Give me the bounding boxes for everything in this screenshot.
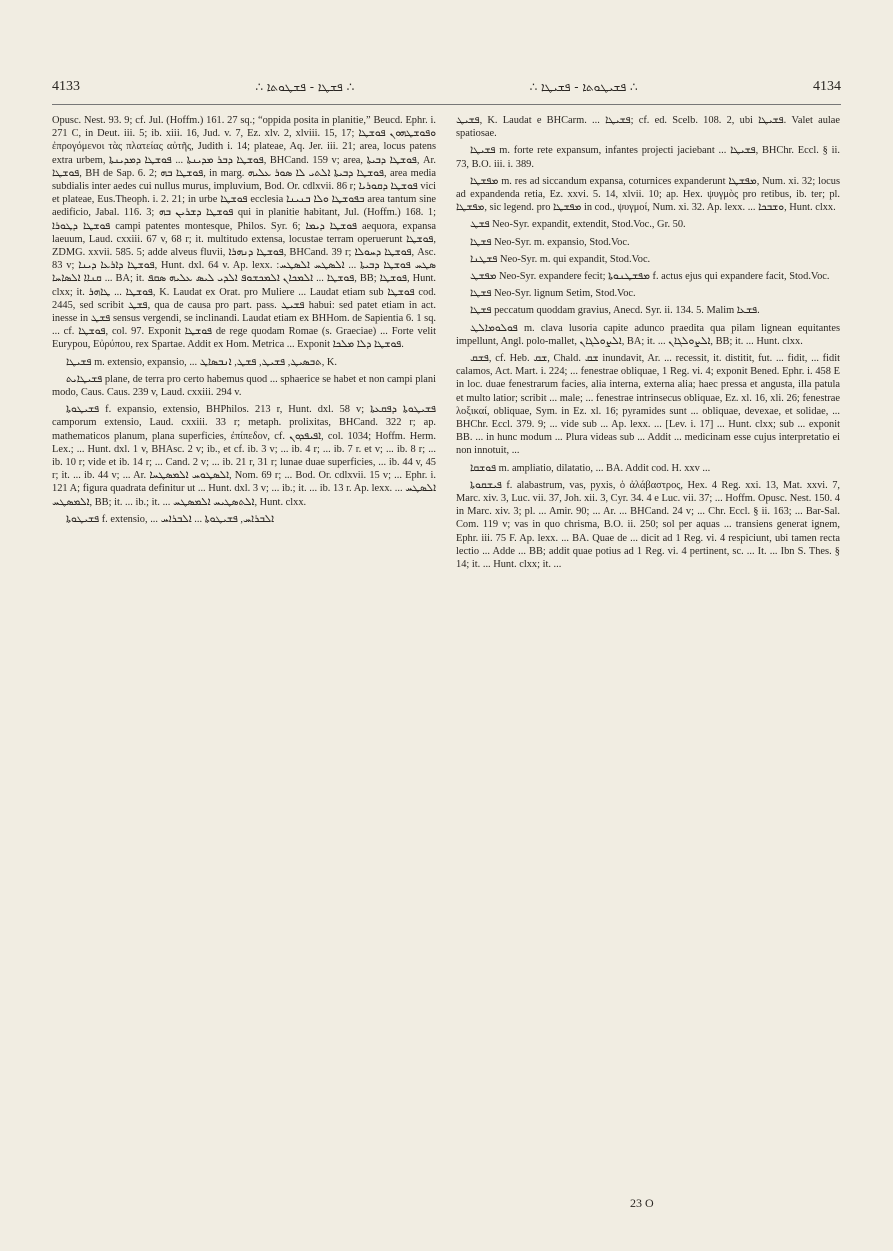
entry-paragraph: ܦܫܝܛܐܝܬ plane, de terra pro certo habemus quod ... sphaerice se habet et non campi plani modo, Caus. Caus. 239 v, Laud. cxxiii. 294 v. (52, 373, 436, 399)
entry-paragraph: ܦܫܝܛ, K. Laudat e BHCarm. ... ܦܫܝܛܐ; cf. ed. Scelb. 108. 2, ubi ܦܫܝܛܐ. Valet aulae spatiosae. (456, 115, 840, 140)
entry-paragraph: ܡܦܫܛ Neo-Syr. expandere fecit; ܡܦܫܛܢܘܬܐ f. actus ejus qui expandere facit, Stod.Voc. (470, 271, 830, 283)
signature-mark: 23 O (630, 1196, 654, 1210)
entry-paragraph: ܦܫܝܛܐ m. extensio, expansio, ... ܬܒܣܝܛ, ܦܫܝܛ, ܦܫܛ, ܐܢܒܣܐܛ, K. (66, 356, 338, 368)
entry-paragraph: Opusc. Nest. 93. 9; cf. Jul. (Hoffm.) 161. 27 sq.; “oppida posita in planitie,” Beucd. Ephr. i. 271 C, in Deut. iii. 5; ib. xiii. 16, Jud. v. 7, Ez. xlv. 2, xlviii. 15, 17; ܘܦܘܫܛܗܘܢ ܦܘܫܛܐ ἐπρογόμενοι τὰς πλατείας αὐτῆς, Judith i. 14; plateae, Aq. Jer. iii. 21; area, locus patens extra urbem, ܦܘܫܛܐ ܕܒܪ ܡܕܝܢܬܐ ... ܦܘܫܛܐ ܕܡܕܝܢܬܐ, BHCand. 159 v; area, ܦܘܫܛܐ ܕܒܝܬܐ, Ar. ܦܘܫܛܐ, BH de Sap. 6. 2; ܦܘܫܛܐ ܒܗ, in marg. ܦܘܫܛܐ ܕܒܝܬܐ ܐܠܬܝ ܠܐ ܣܘܪ ܥܠܝܗ, area media subdialis inter aedes cui nullus murus, impluvium, Bod. Or. cdlxvii. 86 r; ܦܘܫܛܐ ܕܩܘܪܝܐ vici et plateae, Eus.Theoph. i. 2. 21; in urbe ܦܘܫܛܐ ecclesia ܒܦܘܫܛܐ ܘܠܐ ܒܢܝܢܐ area tantum sine aedificio, Jabal. 116. 3; ܦܘܫܛܐ ܕܫܪܝܢ ܒܗ qui in planitie habitant, Jul. (Hoffm.) 168. 1; ܦܘܫܛܐ ܕܛܘܪܐ campi patentes montesque, Philos. Syr. 6; ܦܘܫܛܐ ܕܝܡܐ aequora, expansa laeuum, Laud. cxxiii. 67 v, 68 r; it. multitudo extensa, locustae terram operuerunt ܦܘܫܛܐ, ZDMG. xxvii. 585. 5; adde alveus fluvii, ܦܘܫܛܐ ܕܢܗܪܐ, BHCand. 39 r; ܦܘܫܛܐ ܕܚܘܠܐ, Asc. 83 v; ܦܘܫܛܐ ܕܐܪܥܐ ܕܝܢܐ, Hunt. dxl. 64 v. Ap. lexx. ܣܛܚ ܦܘܫܛܐ ܕܒܝܬܐ ... ܐܠܣܛܚ ܐܠܣܛܚ: ܩܢܐܐ ܐܠܣܐܚܐ ... BA; it. ܦܘܫܛܐ ... ܐܠܡܟܐܢ ܐܠܡܟܫܘܦ ܐܠܕܝ ܠܝܣ ܥܠܝܗ ܣܩܦ, BB; ܦܘܫܛܐ, Hunt. clxx; it. ܦܘܫܛܐ ... ܛܐܗܪ, K. Laudat ex Orat. pro Muliere ... Laudat etiam sub ܦܘܫܛܐ cod. 2445, sed scribit ܦܫܛ, qua de causa pro part. pass. ܦܫܝܛ habui: sed patet etiam in act. inesse in ܦܫܛ sensus vergendi, se inclinandi. Laudat etiam ex BHHom. de Sapientia 6. 1 sq. ... cf. ܦܘܫܛܐ, col. 97. Exponit ܦܘܫܛܐ de rege quodam Romae (s. Graeciae) ... Forte velit Eurypou, Εὐρύπου, rex Spartae. Addit ex Hom. Metrica ... Exponit ܦܘܫܛܐ ܕܠܐ ܡܠܟܐ. (52, 115, 436, 351)
entry-paragraph: ܦܫܛܢܐ Neo-Syr. m. qui expandit, Stod.Voc. (470, 253, 651, 265)
entry-paragraph: ܦܫܩ, cf. Heb. ܫܩ, Chald. ܫܩ inundavit, Ar. ... recessit, it. distitit, fut. ... fidit, ... fidit calamos, Act. Mart. i. 224; ... fenestrae obliquae, 1 Reg. vi. 4; exponit Bened. Ephr. i. 458 E in loc. duae fenestrarum facies, alia interna, externa alia; haec pressa et angusta, illa patula et multo latior; scribit ... male; ... fenestrae intrinsecus obliquae, Ez. xl. 16, xli. 26; fenestrae λοξικαί, obliquae, Sym. in Ez. xl. 16; pyramides sunt ... obliquae, devexae, et solidae, ... BHChr. Eccl. 379. 9; ... vide sub ... Ap. lexx. ... [Lev. i. 17] ... Hunt. clxx; sub ... exponit BB. ... in hunc modum ... Plura videas sub ... Addit ... medicinam esse cujus interpretatio ei non innotuit, ... (456, 353, 840, 457)
right-column (456, 114, 840, 1224)
left-column (52, 114, 436, 1224)
entry-paragraph: ܦܫܝܛܘܬܐ f. extensio, ... ܐܠܒܪܐܚ, ܦܫܝܛܘܬܐ ... ܐܠܒܪܐܚ (66, 513, 275, 525)
entry-paragraph: ܦܫܛܐ Neo-Syr. lignum Setim, Stod.Voc. (470, 288, 636, 300)
entry-paragraph: ܦܝܫܩܘܬܐ f. alabastrum, vas, pyxis, ὁ ἀλάβαστρος, Hex. 4 Reg. xxi. 13, Mat. xxvi. 7, Marc. xiv. 3, Luc. vii. 37, Joh. xii. 3, Cyr. 34. 4 e Luc. vii. 37; ... Hoffm. Opusc. Nest. 150. 4 in Marc. xiv. 3; pl. ... Amir. 90; ... Ar. ... BHCand. 24 v; ... Chr. Eccl. § ii. 163; ... Bar-Sal. Com. 119 v; vas in quo chrisma, B.O. ii. 250; sol per aquas ... transiens generat ignem, Ephr. iii. 75 F. Ap. lexx. ... BA. Quae de ... dicit ad 1 Reg. vi. 4 respiciunt, ubi tamen recta lectio ... Adde ... BB; addit quae potius ad 1 Reg. vi. 4 pertinent, sc. ... It. ... Ibn S. Thes. § 14; it. ... Hunt. clxx; it. ... (456, 479, 840, 571)
header-rule (52, 104, 841, 105)
entry-paragraph: ܦܫܝܛܐ m. forte rete expansum, infantes projecti jaciebant ... ܦܫܝܛܐ, BHChr. Eccl. § ii. 73, B.O. iii. i. 389. (456, 145, 840, 170)
entry-paragraph: ܦܫܝܛܘܬܐ f. expansio, extensio, BHPhilos. 213 r, Hunt. dxl. 58 v; ܦܫܝܛܘܬܐ ܕܦܩܥܬܐ camporum extensio, Laud. cxxiii. 33 r; metaph. prolixitas, BHCand. 322 r; ap. mathematicos planum, plana superficies, ἐπίπεδον, cf. ܐܦܝܦܕܘܢ, col. 1034; Hoffm. Herm. Lex.; ... Hunt. dxl. 1 v, BHAsc. 2 v; ib., et cf. ib. 3 v; ... ib. 4 r; ... ib. 7 r. et v; ... ib. 8 r; ... ib. 10 r; vide et ib. 14 r; ... Cand. 2 v; ... ib. 21 r, 31 r; lunae duae superficies, ... ib. 44 v, 45 r; it. ... ib. 44 v; ... Ar. ܐܠܣܛܘܚ ܐܠܡܣܛܚܐ, Nom. 69 r; ... Bod. Or. cdlxvii. 15 v; ... Ephr. i. 121 A; figura quadrata definitur ut ... Hunt. dxl. 3 v; ... ib.; it. ... ib. 13 r. Ap. lexx. ... ܐܠܣܛܚ ܐܠܡܣܛܚ, BB; it. ... ib.; it. ... ܐܠܬܣܛܝܚ ܐܠܡܣܛܚ, Hunt. clxx. (52, 404, 436, 508)
running-head-left: ∴ ܦܫܛܐ - ܦܫܛܘܬܐ ∴ (255, 79, 355, 94)
running-head-right: ∴ ܦܫܝܛܘܬܐ - ܦܫܝܛܐ ∴ (529, 79, 638, 94)
page-number-left: 4133 (52, 79, 80, 94)
page-number-right: 4134 (813, 79, 841, 94)
entry-paragraph: ܦܫܛܐ Neo-Syr. m. expansio, Stod.Voc. (470, 236, 630, 248)
entry-paragraph: ܦܘܫܩܐ m. ampliatio, dilatatio, ... BA. Addit cod. H. xxv ... (470, 462, 711, 474)
page-header (52, 76, 841, 98)
entry-paragraph: ܦܫܛܐ peccatum quoddam gravius, Anecd. Syr. ii. 134. 5. Malim ܦܫܥܐ. (470, 305, 760, 317)
entry-paragraph: ܦܘܠܘܡܐܠܛ m. clava lusoria capite adunco praedita qua pilam lignean equitantes impellunt, Angl. polo-mallet, ܐܠܨܘܠܓܐܢ, BA; it. ... ܐܠܨܘܠܓܐܢ, BB; it. ... Hunt. clxx. (456, 322, 840, 347)
two-column-body (52, 114, 841, 1224)
entry-paragraph: ܦܫܛ Neo-Syr. expandit, extendit, Stod.Voc., Gr. 50. (470, 219, 686, 231)
entry-paragraph: ܡܦܫܛܐ m. res ad siccandum expansa, coturnices expanderunt ܡܦܫܛܐ, Num. xi. 32; locus ad expandenda retia, Ez. xxvi. 5. 14, xlvii. 10; ap. Hex. ψυγμὸς pro retibus, ib. ter; pl. ܡܦܫܛܐ, sic legend. pro ܡܦܫܛܐ in cod., ψυγμοί, Num. xi. 32. Ap. lexx. ... ܘܫܒܟܐ, Hunt. clxx. (456, 175, 840, 214)
